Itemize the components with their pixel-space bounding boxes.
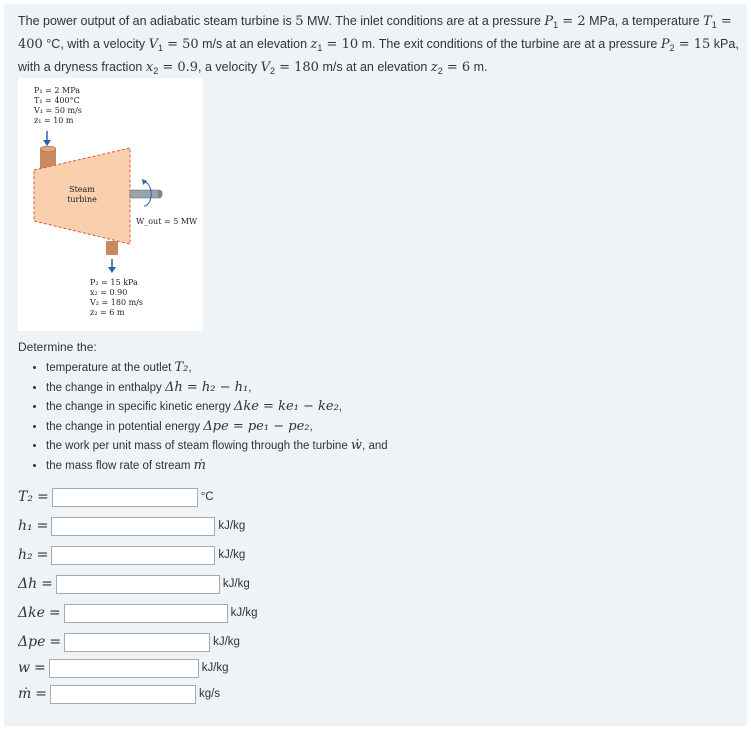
answer-unit: kg/s bbox=[199, 688, 221, 700]
t1-subscript: 1 bbox=[711, 20, 717, 30]
answer-symbol: Δh bbox=[18, 576, 38, 592]
inlet-arrow-icon bbox=[43, 140, 51, 146]
answer-row-h1 bbox=[18, 515, 245, 537]
answer-row-delta-ke bbox=[18, 602, 257, 624]
answer-row-work bbox=[18, 657, 229, 679]
problem-text: kPa, with a dryness fraction bbox=[18, 37, 739, 74]
problem-text: MW. The inlet conditions are at a pressure bbox=[303, 14, 545, 28]
answer-unit: kJ/kg bbox=[213, 636, 240, 648]
inlet-pipe-opening bbox=[40, 146, 56, 152]
answer-unit: kJ/kg bbox=[201, 662, 229, 674]
problem-text: °C, with a velocity bbox=[42, 37, 149, 51]
task-text: the mass flow rate of stream bbox=[46, 459, 194, 472]
z1-subscript: 1 bbox=[317, 43, 323, 53]
v2-subscript: 2 bbox=[269, 66, 275, 76]
v2-value: = 180 bbox=[274, 60, 319, 75]
answer-symbol: ṁ bbox=[18, 686, 32, 702]
question-panel bbox=[4, 4, 747, 726]
problem-text: m/s at an elevation bbox=[198, 37, 311, 51]
mass-flow-input[interactable] bbox=[50, 685, 196, 704]
problem-text: , a velocity bbox=[198, 60, 261, 74]
problem-text: m. The exit conditions of the turbine are at a pressure bbox=[358, 37, 661, 51]
power-value: 5 bbox=[295, 14, 304, 29]
turbine-figure bbox=[18, 78, 203, 331]
z1-value: = 10 bbox=[322, 37, 359, 52]
answer-label bbox=[18, 489, 52, 505]
turbine-label-turbine: turbine bbox=[67, 195, 97, 204]
z2-symbol: z bbox=[430, 60, 438, 75]
task-suffix: , and bbox=[362, 440, 388, 452]
answer-row-mass-flow bbox=[18, 683, 220, 705]
p2-symbol: P bbox=[660, 37, 670, 52]
task-symbol: Δpe = pe₁ − pe₂ bbox=[203, 418, 310, 434]
answer-label bbox=[18, 686, 50, 702]
equals-sign: = bbox=[36, 547, 49, 563]
z2-value: = 6 bbox=[442, 60, 471, 75]
task-text: temperature at the outlet bbox=[46, 362, 175, 374]
answer-label bbox=[18, 518, 51, 534]
answer-symbol: Δke bbox=[18, 605, 45, 621]
answer-row-delta-pe bbox=[18, 631, 240, 653]
h2-input[interactable] bbox=[51, 546, 215, 565]
task-text: the change in potential energy bbox=[46, 420, 204, 433]
task-symbol: Δh = h₂ − h₁ bbox=[164, 379, 249, 395]
answer-row-h2 bbox=[18, 544, 245, 566]
task-symbol: T₂ bbox=[174, 360, 189, 375]
turbine-shaft bbox=[130, 190, 160, 198]
t1-value: = 400 bbox=[18, 14, 732, 52]
outlet-pressure-label: P₂ = 15 kPa bbox=[90, 278, 138, 287]
inlet-pressure-label: P₁ = 2 MPa bbox=[34, 86, 80, 95]
task-text: the change in enthalpy bbox=[46, 381, 165, 394]
inlet-velocity-label: V₁ = 50 m/s bbox=[34, 106, 82, 115]
answer-unit: °C bbox=[200, 491, 214, 503]
task-suffix: , bbox=[188, 362, 192, 374]
v1-subscript: 1 bbox=[157, 43, 163, 53]
inlet-elevation-label: z₁ = 10 m bbox=[34, 116, 74, 125]
v1-symbol: V bbox=[148, 37, 158, 52]
task-item-outlet-temperature bbox=[46, 358, 526, 378]
p1-value: = 2 bbox=[558, 14, 586, 29]
task-item-kinetic-energy-change bbox=[46, 397, 526, 417]
p2-subscript: 2 bbox=[669, 43, 675, 53]
equals-sign: = bbox=[36, 489, 49, 505]
problem-text: The power output of an adiabatic steam turbine is bbox=[18, 14, 296, 28]
delta-h-input[interactable] bbox=[56, 575, 220, 594]
delta-ke-input[interactable] bbox=[64, 604, 228, 623]
outlet-pipe bbox=[106, 241, 118, 255]
inlet-temperature-label: T₁ = 400°C bbox=[34, 96, 80, 105]
task-symbol: ẇ bbox=[350, 438, 363, 453]
x2-subscript: 2 bbox=[153, 66, 159, 76]
answer-label bbox=[18, 547, 51, 563]
equals-sign: = bbox=[35, 686, 48, 702]
problem-statement bbox=[18, 12, 740, 81]
answer-row-t2 bbox=[18, 486, 214, 508]
answer-symbol: Δpe bbox=[18, 634, 46, 650]
turbine-label-steam: Steam bbox=[69, 185, 95, 194]
equals-sign: = bbox=[33, 660, 46, 676]
outlet-quality-label: x₂ = 0.90 bbox=[90, 288, 128, 297]
task-item-specific-work bbox=[46, 436, 526, 456]
equals-sign: = bbox=[48, 605, 61, 621]
answer-unit: kJ/kg bbox=[218, 549, 246, 561]
z2-subscript: 2 bbox=[437, 66, 443, 76]
answer-label bbox=[18, 605, 64, 621]
work-input[interactable] bbox=[49, 659, 199, 678]
task-suffix: , bbox=[338, 401, 342, 413]
determine-heading: Determine the: bbox=[18, 340, 97, 354]
equals-sign: = bbox=[41, 576, 53, 592]
task-item-potential-energy-change bbox=[46, 417, 526, 437]
delta-pe-input[interactable] bbox=[64, 633, 210, 652]
work-output-label: W_out = 5 MW bbox=[136, 217, 198, 226]
equals-sign: = bbox=[49, 634, 62, 650]
answer-unit: kJ/kg bbox=[230, 607, 258, 619]
answer-symbol: h₂ bbox=[18, 547, 33, 563]
problem-text: m/s at an elevation bbox=[318, 60, 431, 74]
answer-unit: kJ/kg bbox=[222, 578, 250, 590]
task-item-mass-flow-rate bbox=[46, 456, 526, 476]
p2-value: = 15 bbox=[674, 37, 711, 52]
v2-symbol: V bbox=[260, 60, 270, 75]
task-suffix: , bbox=[248, 381, 252, 394]
outlet-velocity-label: V₂ = 180 m/s bbox=[90, 298, 143, 307]
equals-sign: = bbox=[36, 518, 49, 534]
problem-text: m. bbox=[470, 60, 488, 74]
rotation-arrowhead-icon bbox=[142, 179, 147, 185]
task-text: the change in specific kinetic energy bbox=[46, 401, 234, 413]
task-symbol: Δke = ke₁ − ke₂ bbox=[233, 399, 339, 414]
t1-symbol: T bbox=[703, 14, 712, 29]
problem-text: MPa, a temperature bbox=[585, 14, 704, 28]
v1-value: = 50 bbox=[162, 37, 199, 52]
answer-label bbox=[18, 660, 49, 676]
task-text: the work per unit mass of steam flowing through the turbine bbox=[46, 440, 351, 452]
x2-symbol: x bbox=[145, 60, 154, 75]
x2-value: = 0.9 bbox=[158, 60, 199, 75]
turbine-diagram bbox=[18, 78, 203, 331]
task-item-enthalpy-change bbox=[46, 378, 526, 398]
answer-unit: kJ/kg bbox=[218, 520, 246, 532]
z1-symbol: z bbox=[310, 37, 318, 52]
answer-label bbox=[18, 576, 56, 592]
p1-symbol: P bbox=[544, 14, 554, 29]
h1-input[interactable] bbox=[51, 517, 215, 536]
t2-input[interactable] bbox=[52, 488, 198, 507]
p1-subscript: 1 bbox=[553, 20, 559, 30]
answer-symbol: T₂ bbox=[18, 489, 33, 505]
answer-symbol: w bbox=[18, 660, 30, 676]
task-list bbox=[28, 358, 526, 475]
shaft-end bbox=[158, 190, 163, 198]
outlet-arrow-icon bbox=[108, 267, 116, 273]
answer-label bbox=[18, 634, 64, 650]
task-symbol: ṁ bbox=[193, 457, 206, 473]
outlet-elevation-label: z₂ = 6 m bbox=[90, 308, 125, 317]
task-suffix: , bbox=[309, 420, 313, 433]
answer-row-delta-h bbox=[18, 573, 250, 595]
answer-symbol: h₁ bbox=[18, 518, 33, 534]
